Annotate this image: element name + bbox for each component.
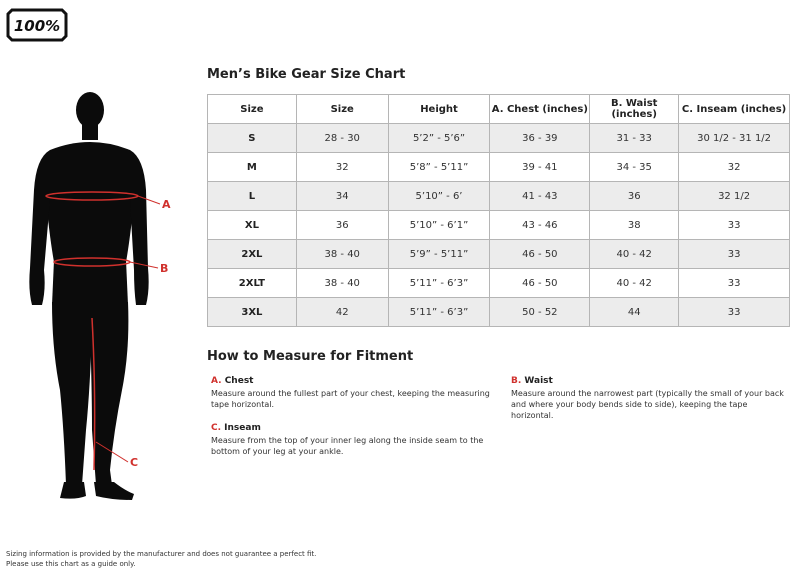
- table-cell: 28 - 30: [296, 124, 388, 153]
- table-cell: 36: [590, 182, 679, 211]
- table-cell: 33: [679, 269, 790, 298]
- chest-label: [211, 376, 491, 387]
- table-cell: 46 - 50: [490, 240, 590, 269]
- footer-line-2: Please use this chart as a guide only.: [6, 560, 136, 568]
- table-cell: 30 1/2 - 31 1/2: [679, 124, 790, 153]
- table-cell: 38 - 40: [296, 269, 388, 298]
- table-cell: 33: [679, 240, 790, 269]
- brand-logo: [6, 8, 68, 42]
- marker-c: C: [130, 456, 139, 469]
- logo-text: 100%: [13, 17, 61, 35]
- table-cell: 5’9” - 5’11”: [388, 240, 490, 269]
- table-cell: 33: [679, 298, 790, 327]
- body-measurement-figure: [20, 90, 200, 510]
- table-cell: S: [208, 124, 297, 153]
- footer-disclaimer: [6, 549, 316, 569]
- column-header: Size: [296, 95, 388, 124]
- table-cell: 50 - 52: [490, 298, 590, 327]
- table-cell: 5’8” - 5’11”: [388, 153, 490, 182]
- table-cell: XL: [208, 211, 297, 240]
- waist-name: Waist: [524, 376, 553, 386]
- table-cell: 44: [590, 298, 679, 327]
- table-cell: 38 - 40: [296, 240, 388, 269]
- table-row: [208, 124, 790, 153]
- table-cell: 41 - 43: [490, 182, 590, 211]
- waist-measure-block: [511, 376, 791, 421]
- footer-line-1: Sizing information is provided by the manufacturer and does not guarantee a perfect fit.: [6, 550, 317, 558]
- table-cell: 32: [679, 153, 790, 182]
- table-cell: 40 - 42: [590, 269, 679, 298]
- column-header: Size: [208, 95, 297, 124]
- table-cell: 43 - 46: [490, 211, 590, 240]
- inseam-measure-block: [211, 423, 491, 457]
- table-cell: 31 - 33: [590, 124, 679, 153]
- table-cell: 5’11” - 6’3”: [388, 298, 490, 327]
- size-table: [207, 94, 790, 327]
- table-row: [208, 211, 790, 240]
- table-cell: 33: [679, 211, 790, 240]
- chest-measure-block: [211, 376, 491, 410]
- table-cell: 32 1/2: [679, 182, 790, 211]
- table-cell: 40 - 42: [590, 240, 679, 269]
- waist-label: [511, 376, 791, 387]
- table-cell: 3XL: [208, 298, 297, 327]
- inseam-instructions: Measure from the top of your inner leg along the inside seam to the bottom of your leg at your ankle.: [211, 436, 484, 456]
- waist-letter: B.: [511, 376, 522, 386]
- table-row: [208, 269, 790, 298]
- table-cell: 38: [590, 211, 679, 240]
- inseam-name: Inseam: [224, 423, 261, 433]
- table-cell: 5’10” - 6’: [388, 182, 490, 211]
- table-cell: 5’10” - 6’1”: [388, 211, 490, 240]
- table-header-row: [208, 95, 790, 124]
- table-cell: M: [208, 153, 297, 182]
- table-cell: 2XL: [208, 240, 297, 269]
- table-cell: 32: [296, 153, 388, 182]
- column-header: B. Waist (inches): [590, 95, 679, 124]
- table-cell: 39 - 41: [490, 153, 590, 182]
- column-header: C. Inseam (inches): [679, 95, 790, 124]
- table-cell: 36: [296, 211, 388, 240]
- waist-instructions: Measure around the narrowest part (typically the small of your back and where your body bends side to side), keeping the tape horizontal.: [511, 389, 784, 420]
- table-row: [208, 240, 790, 269]
- chest-instructions: Measure around the fullest part of your chest, keeping the measuring tape horizontal.: [211, 389, 490, 409]
- table-cell: 5’11” - 6’3”: [388, 269, 490, 298]
- column-header: A. Chest (inches): [490, 95, 590, 124]
- column-header: Height: [388, 95, 490, 124]
- table-cell: 34 - 35: [590, 153, 679, 182]
- chest-letter: A.: [211, 376, 222, 386]
- inseam-letter: C.: [211, 423, 222, 433]
- table-row: [208, 153, 790, 182]
- marker-a: A: [162, 198, 171, 211]
- table-row: [208, 298, 790, 327]
- table-cell: L: [208, 182, 297, 211]
- inseam-label: [211, 423, 491, 434]
- table-cell: 42: [296, 298, 388, 327]
- table-cell: 46 - 50: [490, 269, 590, 298]
- table-cell: 36 - 39: [490, 124, 590, 153]
- chart-title: Men’s Bike Gear Size Chart: [207, 67, 406, 82]
- table-cell: 34: [296, 182, 388, 211]
- chest-name: Chest: [224, 376, 254, 386]
- table-row: [208, 182, 790, 211]
- table-cell: 5’2” - 5’6”: [388, 124, 490, 153]
- marker-b: B: [160, 262, 169, 275]
- table-cell: 2XLT: [208, 269, 297, 298]
- how-to-measure-heading: How to Measure for Fitment: [207, 349, 414, 364]
